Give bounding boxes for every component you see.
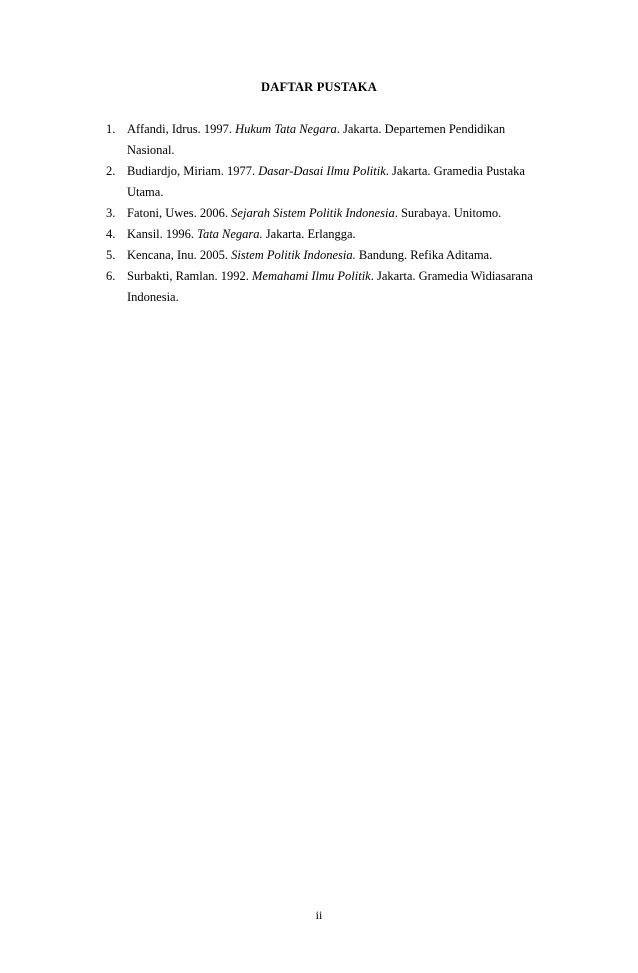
reference-number: 6. — [106, 269, 116, 283]
reference-publisher: . Surabaya. Unitomo. — [394, 206, 502, 220]
reference-item — [106, 119, 546, 161]
reference-author: Kencana, Inu. 2005. — [127, 248, 229, 262]
reference-publisher: Jakarta. Erlangga. — [262, 227, 356, 241]
reference-author: Fatoni, Uwes. 2006. — [127, 206, 229, 220]
reference-number: 1. — [106, 122, 116, 136]
reference-number: 4. — [106, 227, 116, 241]
reference-publisher: . Jakarta. Departemen Pendidikan Nasional. — [127, 122, 506, 157]
reference-item — [106, 245, 546, 266]
reference-list — [106, 119, 546, 308]
reference-work-title: Sejarah Sistem Politik Indonesia — [231, 206, 395, 220]
reference-item — [106, 266, 546, 308]
reference-number: 2. — [106, 164, 116, 178]
reference-publisher: Bandung. Refika Aditama. — [355, 248, 493, 262]
reference-number: 3. — [106, 206, 116, 220]
reference-work-title: Hukum Tata Negara — [235, 122, 337, 136]
page-number: ii — [315, 908, 323, 922]
reference-item — [106, 224, 546, 245]
reference-publisher: . Jakarta. Gramedia Widiasarana Indonesia. — [127, 269, 533, 304]
reference-work-title: Sistem Politik Indonesia. — [231, 248, 356, 262]
reference-author: Affandi, Idrus. 1997. — [127, 122, 232, 136]
reference-publisher: . Jakarta. Gramedia Pustaka Utama. — [127, 164, 525, 199]
reference-author: Kansil. 1996. — [127, 227, 195, 241]
reference-item — [106, 203, 546, 224]
page-title: DAFTAR PUSTAKA — [261, 80, 377, 94]
reference-work-title: Tata Negara. — [197, 227, 263, 241]
reference-work-title: Memahami Ilmu Politik — [252, 269, 371, 283]
reference-author: Budiardjo, Miriam. 1977. — [127, 164, 256, 178]
reference-number: 5. — [106, 248, 116, 262]
reference-work-title: Dasar-Dasai Ilmu Politik — [258, 164, 386, 178]
reference-item — [106, 161, 546, 203]
reference-author: Surbakti, Ramlan. 1992. — [127, 269, 249, 283]
